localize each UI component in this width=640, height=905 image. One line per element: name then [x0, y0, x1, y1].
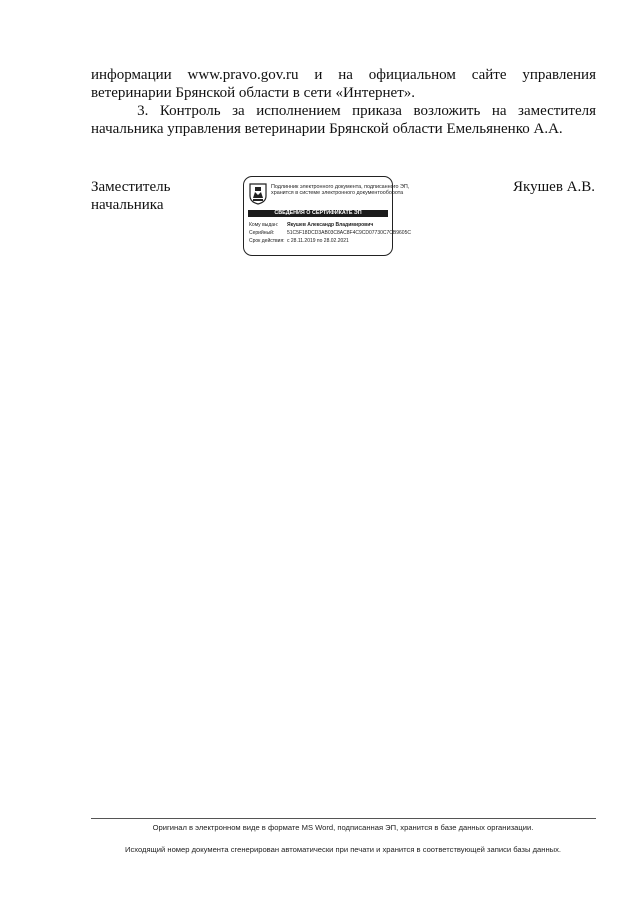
serial-label: Серийный:	[249, 230, 275, 236]
issued-to-value: Якушев Александр Владимирович	[287, 222, 374, 228]
certificate-info-title: СВЕДЕНИЯ О СЕРТИФИКАТЕ ЭП	[248, 210, 388, 217]
serial-row	[249, 230, 411, 236]
position-line-2: начальника	[91, 197, 164, 213]
footer-line-2: Исходящий номер документа сгенерирован автоматически при печати и хранится в соответствующей записи базы данных.	[124, 845, 561, 854]
footer-divider	[91, 818, 596, 819]
stamp-header-line-2: хранится в системе электронного документооборота	[271, 190, 404, 197]
validity-label: Срок действия:	[249, 238, 285, 244]
coat-of-arms-icon	[249, 183, 267, 205]
paragraph-2-line-1	[91, 102, 596, 120]
footer-line-1: Оригинал в электронном виде в формате MS Word, подписанная ЭП, хранится в базе данных организации.	[152, 823, 534, 832]
text-line: информации www.pravo.gov.ru и на официальном сайте управления	[91, 67, 596, 83]
stamp-header	[271, 184, 410, 197]
electronic-signature-stamp	[243, 176, 411, 256]
stamp-header-line-1: Подлинник электронного документа, подписанного ЭП,	[271, 184, 410, 190]
text-line: 3. Контроль за исполнением приказа возложить на заместителя	[91, 103, 596, 119]
paragraph-1-line-1	[91, 66, 596, 84]
text-line: ветеринарии Брянской области в сети «Интернет».	[91, 85, 416, 101]
issued-to-row	[249, 222, 373, 228]
signatory-position	[91, 178, 170, 214]
text-line: начальника управления ветеринарии Брянской области Емельяненко А.А.	[91, 121, 563, 137]
position-line-1: Заместитель	[91, 179, 171, 195]
validity-value: с 28.11.2019 по 28.02.2021	[287, 238, 349, 244]
paragraph-2-line-2	[91, 120, 596, 138]
issued-to-label: Кому выдан:	[249, 222, 279, 228]
signatory-name: Якушев А.В.	[513, 179, 595, 195]
serial-value: 51C5F18DCD3AB03C8AC8F4C9CD07730C7CB9605C	[287, 230, 411, 236]
paragraph-1-line-2	[91, 84, 596, 102]
validity-row	[249, 238, 349, 244]
